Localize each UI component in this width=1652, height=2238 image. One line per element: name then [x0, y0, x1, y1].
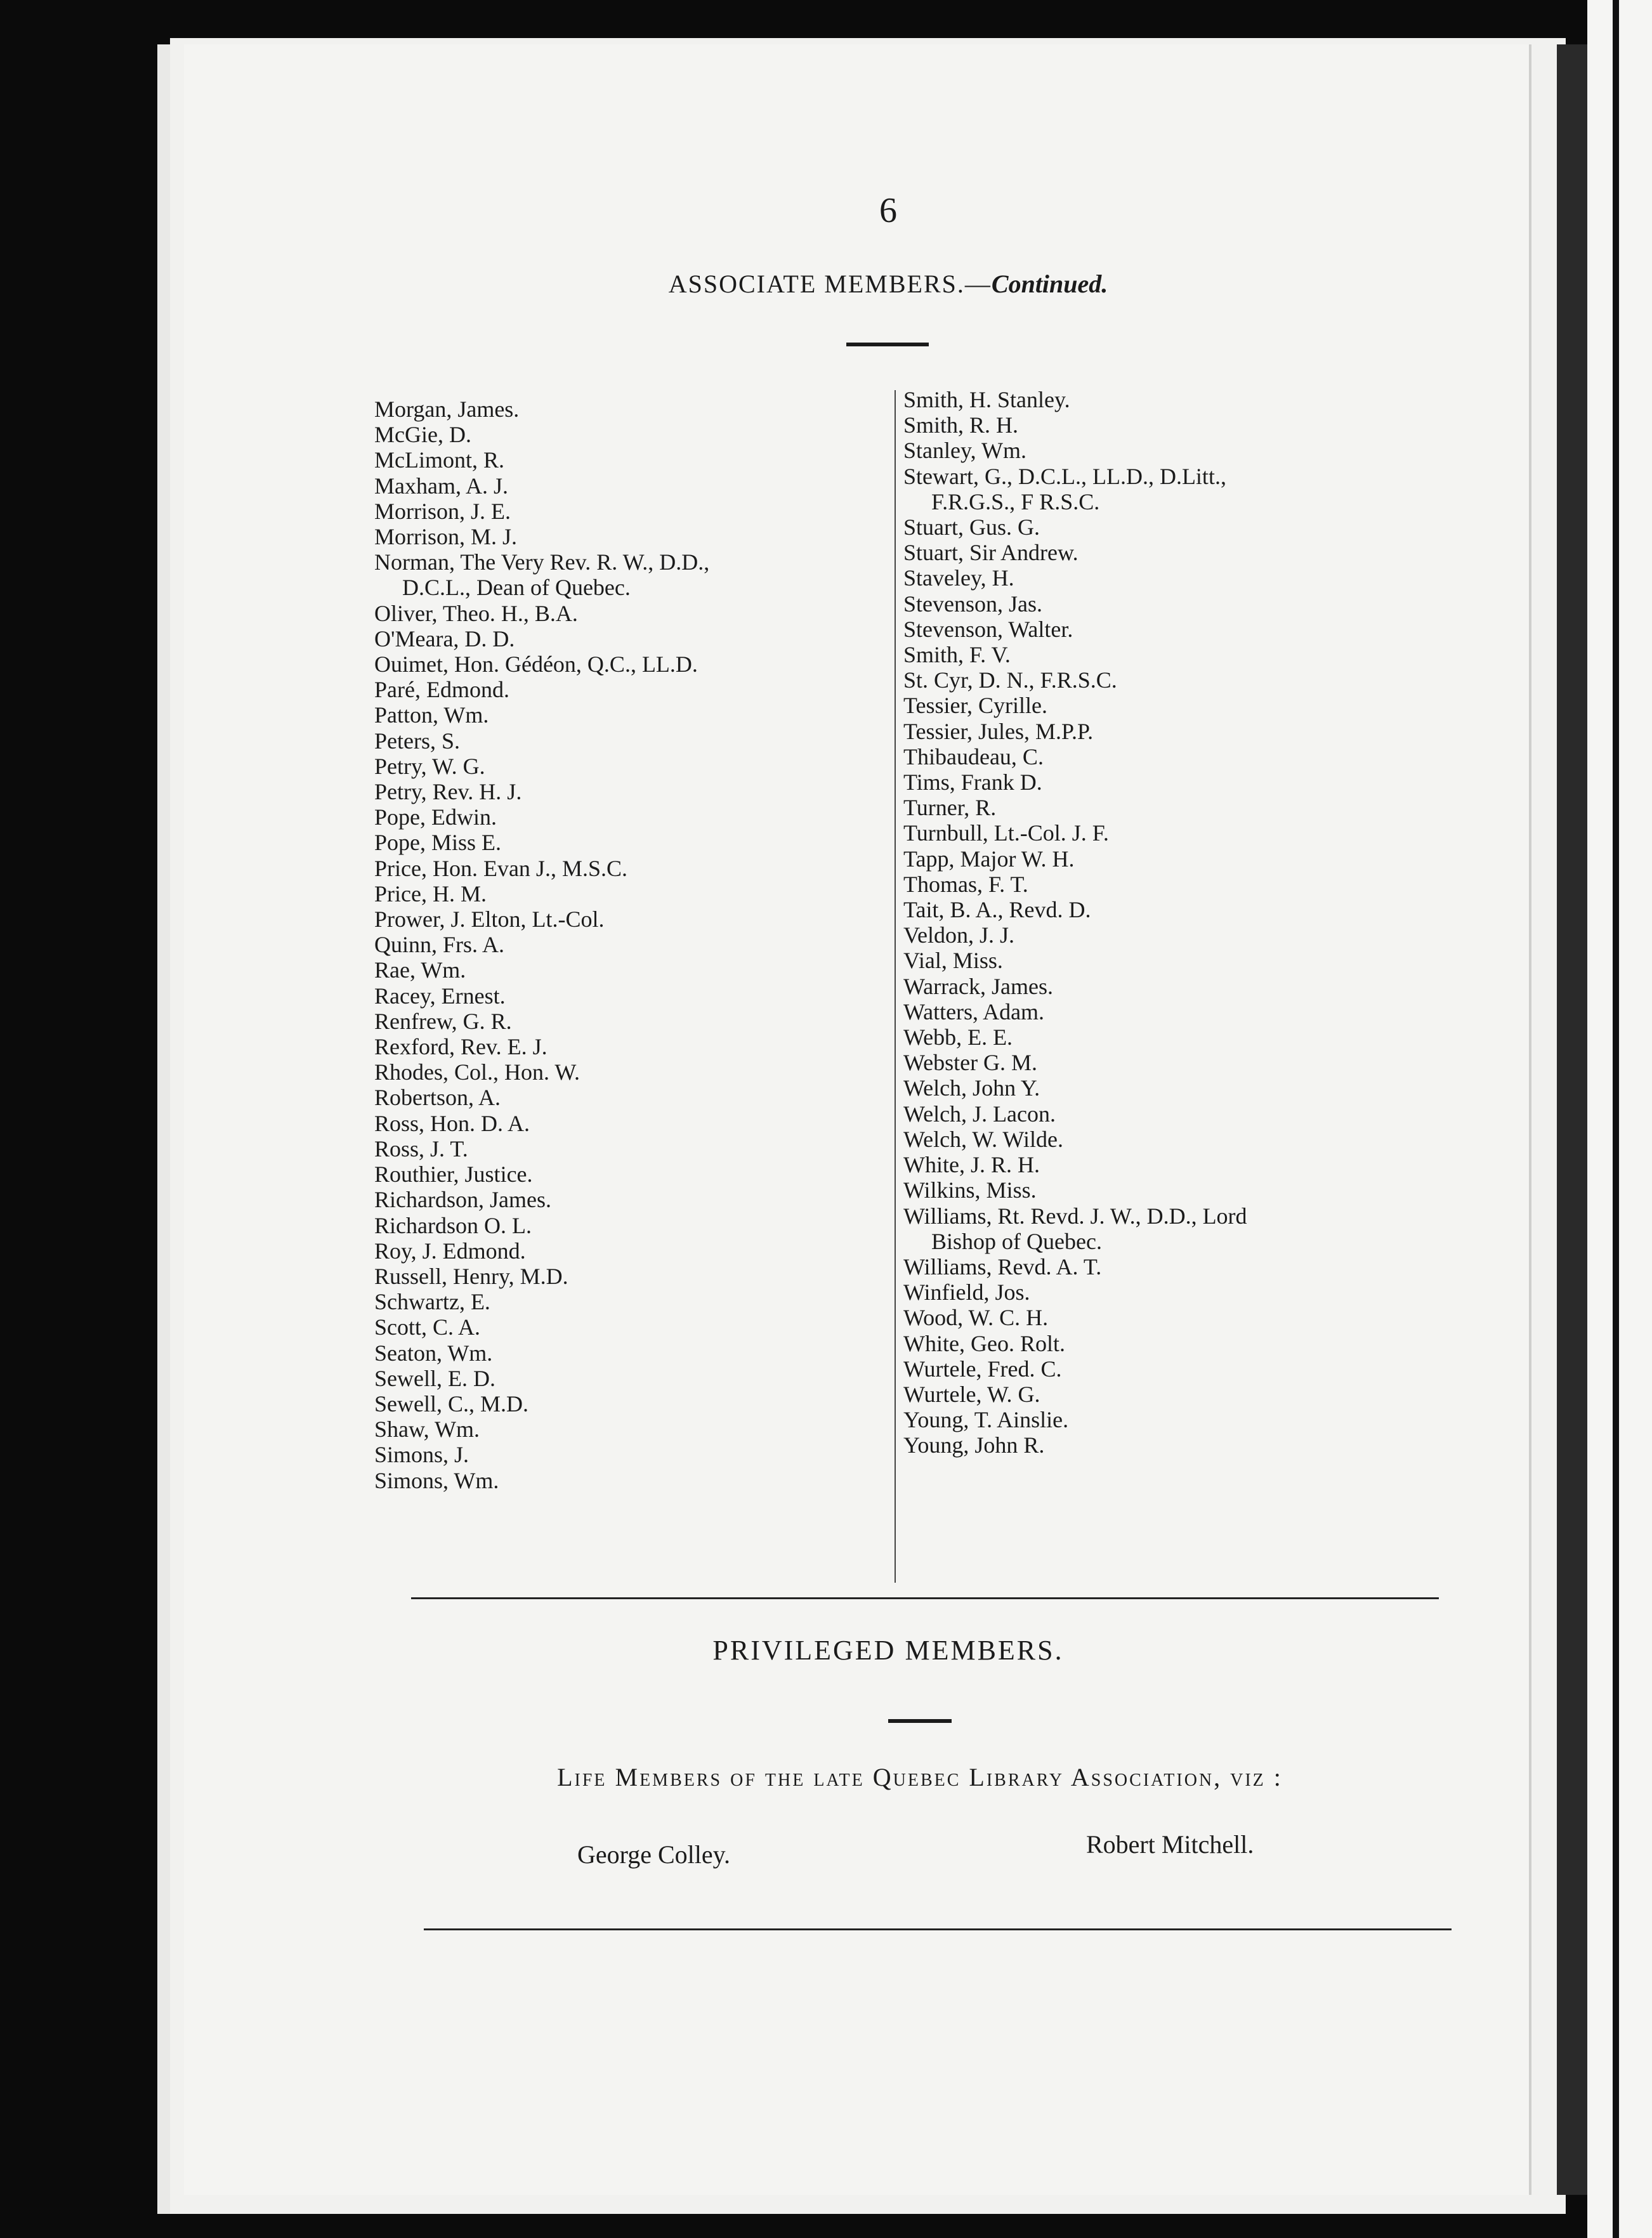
- member-entry: Turner, R.: [903, 795, 997, 821]
- member-entry: Welch, J. Lacon.: [903, 1101, 1056, 1127]
- member-entry: Rhodes, Col., Hon. W.: [374, 1059, 580, 1085]
- member-entry: Morrison, J. E.: [374, 498, 511, 524]
- life-member-name: Robert Mitchell.: [1086, 1830, 1254, 1859]
- life-member-name: George Colley.: [577, 1840, 731, 1869]
- member-entry: Tessier, Jules, M.P.P.: [903, 718, 1094, 744]
- member-entry: Maxham, A. J.: [374, 473, 508, 499]
- section-title-continued: Continued.: [991, 270, 1108, 298]
- member-entry: Staveley, H.: [903, 565, 1014, 591]
- member-entry: Pope, Miss E.: [374, 830, 502, 856]
- member-entry: Patton, Wm.: [374, 702, 489, 728]
- section-separator: [411, 1597, 1439, 1599]
- member-entry: D.C.L., Dean of Quebec.: [402, 575, 631, 601]
- member-entry: Seaton, Wm.: [374, 1340, 493, 1366]
- member-entry: Norman, The Very Rev. R. W., D.D.,: [374, 549, 710, 575]
- member-entry: Rae, Wm.: [374, 957, 466, 983]
- member-entry: Routhier, Justice.: [374, 1162, 533, 1188]
- member-entry: White, Geo. Rolt.: [903, 1330, 1065, 1356]
- member-entry: Renfrew, G. R.: [374, 1008, 512, 1034]
- member-entry: Racey, Ernest.: [374, 983, 506, 1009]
- member-entry: Warrack, James.: [903, 973, 1053, 999]
- gutter-line: [1613, 0, 1619, 2238]
- member-entry: Ouimet, Hon. Gédéon, Q.C., LL.D.: [374, 651, 698, 677]
- member-entry: Robertson, A.: [374, 1085, 501, 1111]
- member-entry: Stanley, Wm.: [903, 438, 1026, 464]
- member-entry: Winfield, Jos.: [903, 1279, 1030, 1306]
- member-entry: Stewart, G., D.C.L., LL.D., D.Litt.,: [903, 463, 1226, 489]
- member-entry: Stevenson, Jas.: [903, 591, 1042, 617]
- member-entry: Tessier, Cyrille.: [903, 693, 1047, 719]
- column-divider: [895, 390, 896, 1583]
- member-entry: Stuart, Sir Andrew.: [903, 540, 1078, 566]
- member-entry: Webster G. M.: [903, 1050, 1038, 1076]
- member-entry: Tims, Frank D.: [903, 769, 1042, 795]
- privileged-rule: [888, 1719, 952, 1723]
- member-entry: Tapp, Major W. H.: [903, 846, 1075, 872]
- member-entry: Simons, Wm.: [374, 1467, 499, 1493]
- life-members-line: Life Members of the late Quebec Library Association, viz :: [557, 1763, 1283, 1791]
- member-entry: Ross, Hon. D. A.: [374, 1110, 530, 1136]
- member-entry: Paré, Edmond.: [374, 677, 509, 703]
- member-entry: St. Cyr, D. N., F.R.S.C.: [903, 667, 1117, 693]
- privileged-members-title: PRIVILEGED MEMBERS.: [712, 1635, 1064, 1666]
- member-entry: Williams, Revd. A. T.: [903, 1253, 1102, 1279]
- member-entry: Russell, Henry, M.D.: [374, 1263, 568, 1289]
- page-number: 6: [879, 191, 897, 230]
- binding-shadow: [1557, 44, 1587, 2195]
- member-entry: Thomas, F. T.: [903, 871, 1028, 897]
- member-entry: Rexford, Rev. E. J.: [374, 1034, 547, 1060]
- member-entry: Pope, Edwin.: [374, 804, 497, 830]
- member-entry: Smith, R. H.: [903, 412, 1019, 438]
- member-entry: Tait, B. A., Revd. D.: [903, 897, 1091, 923]
- member-entry: Richardson O. L.: [374, 1212, 532, 1238]
- member-entry: Stuart, Gus. G.: [903, 514, 1040, 540]
- member-entry: Scott, C. A.: [374, 1314, 481, 1340]
- title-rule: [846, 343, 929, 346]
- member-entry: McGie, D.: [374, 422, 471, 448]
- member-entry: Quinn, Frs. A.: [374, 932, 505, 958]
- member-entry: Sewell, E. D.: [374, 1365, 495, 1391]
- member-entry: Young, John R.: [903, 1432, 1045, 1458]
- member-entry: O'Meara, D. D.: [374, 625, 515, 651]
- left-member-column: [374, 396, 709, 1493]
- member-entry: Petry, Rev. H. J.: [374, 779, 522, 805]
- member-entry: Price, H. M.: [374, 880, 487, 906]
- bottom-separator: [424, 1928, 1452, 1930]
- member-entry: Simons, J.: [374, 1442, 469, 1468]
- right-member-column: [903, 387, 1247, 1458]
- member-entry: Morgan, James.: [374, 396, 520, 422]
- member-entry: Ross, J. T.: [374, 1135, 468, 1162]
- facing-page-edge: [1587, 0, 1652, 2238]
- member-entry: Wilkins, Miss.: [903, 1177, 1037, 1203]
- member-entry: Williams, Rt. Revd. J. W., D.D., Lord: [903, 1203, 1247, 1229]
- member-entry: Morrison, M. J.: [374, 524, 518, 550]
- member-entry: Webb, E. E.: [903, 1024, 1013, 1050]
- member-entry: Welch, W. Wilde.: [903, 1126, 1063, 1152]
- member-entry: Wurtele, W. G.: [903, 1381, 1040, 1407]
- member-entry: Thibaudeau, C.: [903, 743, 1044, 769]
- member-entry: Richardson, James.: [374, 1187, 551, 1213]
- member-entry: Sewell, C., M.D.: [374, 1391, 528, 1417]
- member-entry: Schwartz, E.: [374, 1289, 490, 1315]
- member-entry: Turnbull, Lt.-Col. J. F.: [903, 820, 1109, 846]
- member-entry: Wurtele, Fred. C.: [903, 1356, 1062, 1382]
- title-dash: —: [964, 270, 992, 298]
- member-entry: Prower, J. Elton, Lt.-Col.: [374, 906, 605, 932]
- member-entry: Veldon, J. J.: [903, 922, 1015, 948]
- section-title-text: ASSOCIATE MEMBERS.: [668, 270, 965, 298]
- member-entry: White, J. R. H.: [903, 1152, 1040, 1178]
- member-entry: McLimont, R.: [374, 447, 504, 473]
- member-entry: Vial, Miss.: [903, 948, 1003, 974]
- member-entry: Roy, J. Edmond.: [374, 1238, 526, 1264]
- member-entry: Oliver, Theo. H., B.A.: [374, 600, 578, 626]
- member-entry: Shaw, Wm.: [374, 1417, 480, 1443]
- member-entry: F.R.G.S., F R.S.C.: [931, 488, 1100, 514]
- member-entry: Young, T. Ainslie.: [903, 1407, 1069, 1433]
- member-entry: Price, Hon. Evan J., M.S.C.: [374, 855, 627, 881]
- member-entry: Petry, W. G.: [374, 753, 485, 779]
- member-entry: Peters, S.: [374, 728, 460, 754]
- member-entry: Smith, H. Stanley.: [903, 387, 1070, 412]
- member-entry: Smith, F. V.: [903, 642, 1011, 668]
- section-title: [539, 269, 1237, 299]
- member-entry: Wood, W. C. H.: [903, 1305, 1049, 1331]
- member-entry: Bishop of Quebec.: [931, 1228, 1102, 1254]
- member-entry: Welch, John Y.: [903, 1075, 1040, 1101]
- member-entry: Stevenson, Walter.: [903, 616, 1073, 642]
- member-entry: Watters, Adam.: [903, 998, 1045, 1024]
